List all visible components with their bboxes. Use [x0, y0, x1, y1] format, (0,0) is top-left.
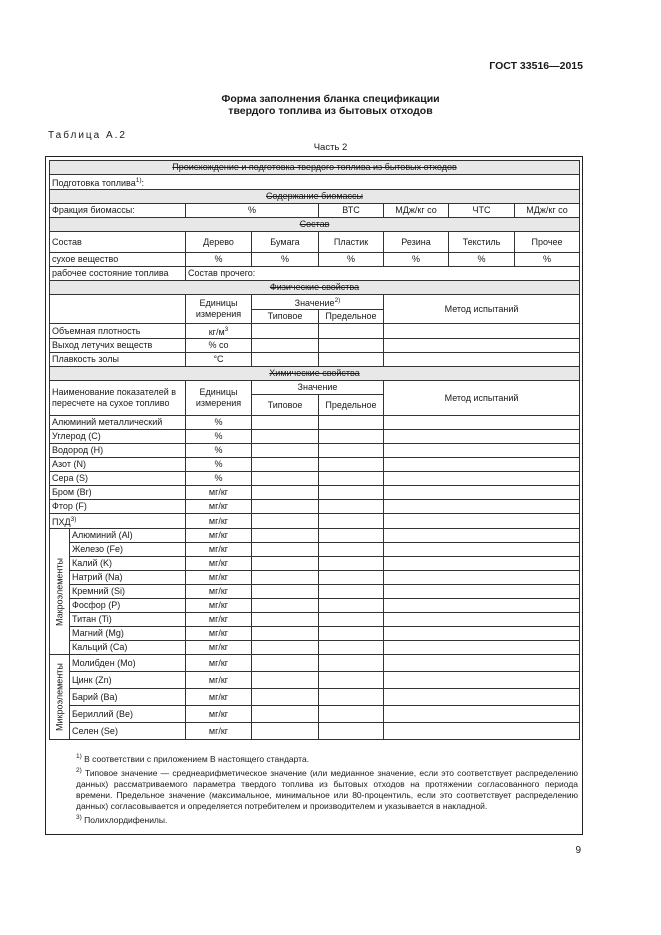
element-name: Кальций (Ca)	[70, 641, 186, 655]
table-label: Таблица А.2	[48, 130, 127, 141]
pct-cell[interactable]: %	[319, 253, 384, 267]
limit-cell[interactable]	[319, 571, 384, 585]
element-unit: мг/кг	[186, 672, 252, 689]
typical-cell[interactable]	[252, 706, 319, 723]
pct-cell[interactable]: %	[186, 253, 252, 267]
method-cell[interactable]	[384, 571, 580, 585]
method-cell[interactable]	[384, 627, 580, 641]
method-cell[interactable]	[384, 486, 580, 500]
footnotes	[76, 751, 578, 825]
chem-row	[50, 444, 580, 458]
specification-table	[49, 160, 580, 740]
method-cell[interactable]	[384, 689, 580, 706]
limit-cell[interactable]	[319, 655, 384, 672]
phys-row	[50, 339, 580, 353]
chem-row-unit: мг/кг	[186, 500, 252, 514]
chem-row-name: Водород (Н)	[50, 444, 186, 458]
typical-cell[interactable]	[252, 543, 319, 557]
pct-cell[interactable]: %	[515, 253, 580, 267]
chem-row	[50, 472, 580, 486]
element-name: Цинк (Zn)	[70, 672, 186, 689]
comp-item: Резина	[384, 232, 449, 253]
method-cell[interactable]	[384, 339, 580, 353]
chem-row-unit: %	[186, 444, 252, 458]
biomass-row	[50, 204, 580, 218]
chem-row-unit: мг/кг	[186, 514, 252, 529]
element-name: Молибден (Mo)	[70, 655, 186, 672]
element-unit: мг/кг	[186, 706, 252, 723]
page-number: 9	[575, 845, 581, 856]
macro-row	[50, 557, 580, 571]
element-name: Железо (Fe)	[70, 543, 186, 557]
element-name: Титан (Ti)	[70, 613, 186, 627]
typical-cell[interactable]	[252, 557, 319, 571]
chem-row	[50, 514, 580, 529]
limit-cell[interactable]	[319, 324, 384, 339]
typical-cell[interactable]	[252, 514, 319, 529]
limit-cell[interactable]	[319, 585, 384, 599]
method-cell[interactable]	[384, 557, 580, 571]
macro-group-label: Макроэлементы	[50, 529, 70, 655]
limit-cell[interactable]	[319, 514, 384, 529]
chem-row	[50, 430, 580, 444]
chem-typical-header: Типовое	[252, 395, 319, 416]
typical-cell[interactable]	[252, 672, 319, 689]
composition-header-row	[50, 232, 580, 253]
limit-cell[interactable]	[319, 706, 384, 723]
method-cell[interactable]	[384, 444, 580, 458]
typical-cell[interactable]	[252, 529, 319, 543]
typical-cell[interactable]	[252, 339, 319, 353]
typical-cell[interactable]	[252, 486, 319, 500]
chem-row-name: Сера (S)	[50, 472, 186, 486]
phys-value-header	[252, 295, 384, 310]
element-name: Алюминий (Al)	[70, 529, 186, 543]
limit-cell[interactable]	[319, 416, 384, 430]
limit-cell[interactable]	[319, 627, 384, 641]
document-title	[0, 93, 661, 117]
phys-row-unit: °С	[186, 353, 252, 367]
chem-row-name: Углерод (С)	[50, 430, 186, 444]
phys-method-header: Метод испытаний	[384, 295, 580, 324]
value-header-text: Значение	[294, 298, 335, 308]
method-cell[interactable]	[384, 641, 580, 655]
section-physical: Физические свойства	[50, 281, 580, 295]
limit-cell[interactable]	[319, 689, 384, 706]
fuel-prep-label: Подготовка топлива	[52, 178, 136, 188]
micro-row	[50, 689, 580, 706]
typical-cell[interactable]	[252, 723, 319, 740]
comp-item: Пластик	[319, 232, 384, 253]
micro-row	[50, 706, 580, 723]
chem-units-header: Единицы измерения	[186, 381, 252, 416]
method-cell[interactable]	[384, 723, 580, 740]
limit-cell[interactable]	[319, 529, 384, 543]
element-name: Барий (Ba)	[70, 689, 186, 706]
specification-form	[49, 160, 579, 740]
chem-row-name: Азот (N)	[50, 458, 186, 472]
element-name: Калий (K)	[70, 557, 186, 571]
macro-row	[50, 627, 580, 641]
element-name: Кремний (Si)	[70, 585, 186, 599]
method-cell[interactable]	[384, 514, 580, 529]
chem-row-unit: %	[186, 430, 252, 444]
phys-name-header	[50, 295, 186, 324]
macro-row	[50, 543, 580, 557]
typical-cell[interactable]	[252, 430, 319, 444]
macro-row	[50, 529, 580, 543]
footnote-ref-2: 2)	[334, 297, 341, 304]
method-cell[interactable]	[384, 500, 580, 514]
limit-cell[interactable]	[319, 458, 384, 472]
chem-row-unit: %	[186, 472, 252, 486]
limit-cell[interactable]	[319, 500, 384, 514]
part-label: Часть 2	[313, 142, 348, 153]
typical-cell[interactable]	[252, 599, 319, 613]
chem-row-unit: %	[186, 458, 252, 472]
method-cell[interactable]	[384, 543, 580, 557]
method-cell[interactable]	[384, 324, 580, 339]
section-biomass: Содержание биомассы	[50, 190, 580, 204]
footnote-1-mark: 1)	[76, 753, 82, 760]
element-name: Фосфор (P)	[70, 599, 186, 613]
phys-limit-header: Предельное	[319, 310, 384, 324]
element-unit: мг/кг	[186, 655, 252, 672]
chem-row	[50, 486, 580, 500]
limit-cell[interactable]	[319, 430, 384, 444]
phys-row	[50, 353, 580, 367]
footnote-2	[76, 765, 578, 812]
limit-cell[interactable]	[319, 353, 384, 367]
phys-units-header: Единицы измерения	[186, 295, 252, 324]
comp-item: Текстиль	[449, 232, 515, 253]
element-name: Селен (Se)	[70, 723, 186, 740]
btc-cell[interactable]: ВТС	[319, 204, 384, 218]
macro-row	[50, 641, 580, 655]
limit-cell[interactable]	[319, 672, 384, 689]
micro-group-label: Микроэлементы	[50, 655, 70, 740]
element-unit: мг/кг	[186, 585, 252, 599]
typical-cell[interactable]	[252, 324, 319, 339]
footnote-1	[76, 751, 578, 765]
element-unit: мг/кг	[186, 557, 252, 571]
limit-cell[interactable]	[319, 472, 384, 486]
pct-cell[interactable]: %	[384, 253, 449, 267]
element-unit: мг/кг	[186, 689, 252, 706]
limit-cell[interactable]	[319, 557, 384, 571]
footnote-3-mark: 3)	[76, 813, 82, 821]
biomass-fraction-label: Фракция биомассы:	[50, 204, 186, 218]
method-cell[interactable]	[384, 430, 580, 444]
typical-cell[interactable]	[252, 500, 319, 514]
limit-cell[interactable]	[319, 641, 384, 655]
micro-row	[50, 672, 580, 689]
comp-item: Бумага	[252, 232, 319, 253]
chem-row-unit: мг/кг	[186, 486, 252, 500]
phys-row-name: Плавкость золы	[50, 353, 186, 367]
biomass-percent-cell[interactable]: %	[186, 204, 319, 218]
limit-cell[interactable]	[319, 613, 384, 627]
method-cell[interactable]	[384, 613, 580, 627]
typical-cell[interactable]	[252, 353, 319, 367]
dry-matter-row	[50, 253, 580, 267]
element-unit: мг/кг	[186, 571, 252, 585]
limit-cell[interactable]	[319, 599, 384, 613]
title-line-2: твердого топлива из бытовых отходов	[228, 105, 433, 117]
element-unit: мг/кг	[186, 529, 252, 543]
chem-row-unit: %	[186, 416, 252, 430]
typical-cell[interactable]	[252, 444, 319, 458]
element-name: Натрий (Na)	[70, 571, 186, 585]
chem-limit-header: Предельное	[319, 395, 384, 416]
fuel-prep-row[interactable]	[50, 175, 580, 190]
method-cell[interactable]	[384, 353, 580, 367]
footnote-2-mark: 2)	[76, 766, 82, 774]
phys-typical-header: Типовое	[252, 310, 319, 324]
chem-row	[50, 458, 580, 472]
mj-cell-1[interactable]: МДж/кг со	[384, 204, 449, 218]
colon: :	[141, 178, 145, 188]
footnote-3	[76, 812, 578, 826]
element-unit: мг/кг	[186, 627, 252, 641]
mj-cell-2[interactable]: МДж/кг со	[515, 204, 580, 218]
method-cell[interactable]	[384, 529, 580, 543]
unit-text: кг/м	[208, 327, 225, 337]
section-origin: Происхождение и подготовка твердого топлива из бытовых отходов	[50, 161, 580, 175]
footnote-1-text: В соответствии с приложением В настоящего стандарта.	[81, 753, 310, 764]
method-cell[interactable]	[384, 599, 580, 613]
footnote-ref-1: 1)	[135, 177, 142, 184]
element-unit: мг/кг	[186, 543, 252, 557]
macro-row	[50, 571, 580, 585]
typical-cell[interactable]	[252, 689, 319, 706]
unit-sup: 3	[224, 326, 229, 333]
phys-row-name: Выход летучих веществ	[50, 339, 186, 353]
footnote-2-text: Типовое значение — среднеарифметическое значение (или медианное значение, если это соответствует распределению данных) рассматриваемого параметра твердого топлива из бытовых отходов на протяжении согласованного периода времени. Предельное значение (максимальное, минимальное или 80-процентиль, если это соответствует распределению данных) согласовывается и определяется потребителем и производителем и указывается в накладной.	[76, 767, 578, 811]
chem-row	[50, 416, 580, 430]
limit-cell[interactable]	[319, 339, 384, 353]
element-unit: мг/кг	[186, 641, 252, 655]
limit-cell[interactable]	[319, 723, 384, 740]
pct-cell[interactable]: %	[252, 253, 319, 267]
chem-value-header: Значение	[252, 381, 384, 395]
footnote-ref-3: 3)	[70, 516, 77, 523]
phys-row-unit	[186, 324, 252, 339]
element-unit: мг/кг	[186, 599, 252, 613]
other-composition-field[interactable]: Состав прочего:	[186, 267, 580, 281]
method-cell[interactable]	[384, 585, 580, 599]
typical-cell[interactable]	[252, 627, 319, 641]
typical-cell[interactable]	[252, 655, 319, 672]
composition-label: Состав	[50, 232, 186, 253]
method-cell[interactable]	[384, 458, 580, 472]
section-composition: Состав	[50, 218, 580, 232]
chem-row-name: Фтор (F)	[50, 500, 186, 514]
typical-cell[interactable]	[252, 613, 319, 627]
working-state-label: рабочее состояние топлива	[50, 267, 186, 281]
chem-row-name: Алюминий металлический	[50, 416, 186, 430]
comp-item: Дерево	[186, 232, 252, 253]
chem-method-header: Метод испытаний	[384, 381, 580, 416]
macro-row	[50, 585, 580, 599]
micro-row	[50, 655, 580, 672]
limit-cell[interactable]	[319, 486, 384, 500]
pcb-label: ПХД	[52, 517, 71, 527]
phys-row-name: Объемная плотность	[50, 324, 186, 339]
working-state-row	[50, 267, 580, 281]
title-line-1: Форма заполнения бланка спецификации	[221, 93, 440, 105]
dry-matter-label: сухое вещество	[50, 253, 186, 267]
method-cell[interactable]	[384, 472, 580, 486]
standard-code: ГОСТ 33516—2015	[489, 60, 583, 72]
typical-cell[interactable]	[252, 472, 319, 486]
element-unit: мг/кг	[186, 723, 252, 740]
element-unit: мг/кг	[186, 613, 252, 627]
method-cell[interactable]	[384, 416, 580, 430]
method-cell[interactable]	[384, 672, 580, 689]
element-name: Бериллий (Be)	[70, 706, 186, 723]
macro-row	[50, 613, 580, 627]
typical-cell[interactable]	[252, 571, 319, 585]
typical-cell[interactable]	[252, 585, 319, 599]
element-name: Магний (Mg)	[70, 627, 186, 641]
micro-row	[50, 723, 580, 740]
chem-row-name	[50, 514, 186, 529]
typical-cell[interactable]	[252, 416, 319, 430]
chem-row-name: Бром (Br)	[50, 486, 186, 500]
method-cell[interactable]	[384, 706, 580, 723]
method-cell[interactable]	[384, 655, 580, 672]
chem-name-header: Наименование показателей в пересчете на сухое топливо	[50, 381, 186, 416]
typical-cell[interactable]	[252, 458, 319, 472]
typical-cell[interactable]	[252, 641, 319, 655]
phys-row-unit: % со	[186, 339, 252, 353]
pct-cell[interactable]: %	[449, 253, 515, 267]
comp-item: Прочее	[515, 232, 580, 253]
section-chemical: Химические свойства	[50, 367, 580, 381]
limit-cell[interactable]	[319, 444, 384, 458]
chem-row	[50, 500, 580, 514]
limit-cell[interactable]	[319, 543, 384, 557]
phys-row	[50, 324, 580, 339]
chts-cell[interactable]: ЧТС	[449, 204, 515, 218]
footnote-3-text: Полихлордифенилы.	[81, 814, 168, 825]
macro-row	[50, 599, 580, 613]
